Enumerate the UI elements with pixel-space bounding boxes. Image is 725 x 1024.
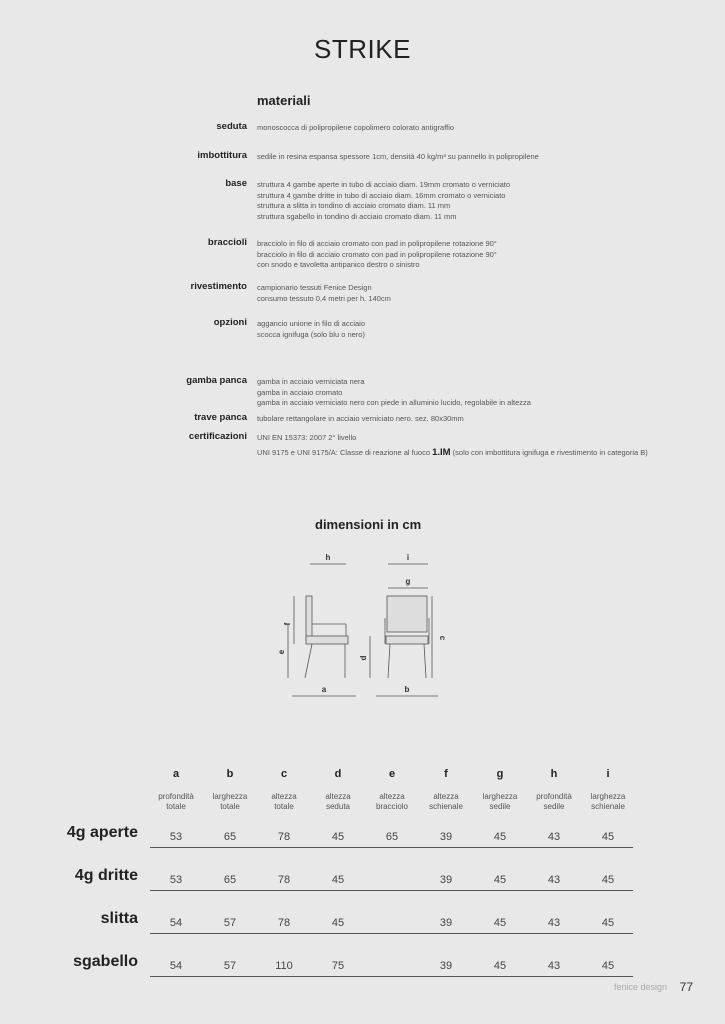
column-description-line: totale — [166, 802, 186, 811]
table-row-divider — [150, 976, 633, 977]
material-line: consumo tessuto 0,4 metri per h. 140cm — [257, 293, 391, 303]
table-cell: 57 — [223, 917, 237, 929]
material-line: scocca ignifuga (solo blu o nero) — [257, 329, 365, 339]
table-cell: 45 — [493, 831, 507, 843]
material-line: con snodo e tavoletta antipanico destro o sinistro — [257, 260, 420, 269]
column-description-line: totale — [274, 802, 294, 811]
cert-extra-before: UNI 9175 e UNI 9175/A: Classe di reazione al fuoco — [257, 448, 433, 457]
column-description-line: altezza — [271, 792, 297, 801]
column-description-line: profondità — [536, 792, 572, 801]
table-cell: 45 — [601, 917, 615, 929]
cert-extra-after: (solo con imbottitura ignifuga e rivestimento in categoria B) — [450, 448, 648, 457]
material-line: gamba in acciaio verniciata nera — [257, 377, 365, 386]
column-description-line: profondità — [158, 792, 194, 801]
column-description-line: sedile — [543, 802, 565, 811]
table-cell: 43 — [547, 960, 561, 972]
table-cell: 45 — [601, 831, 615, 843]
material-label: rivestimento — [190, 281, 247, 292]
table-cell: 45 — [331, 831, 345, 843]
column-header-f: f — [444, 768, 448, 780]
column-description-line: altezza — [325, 792, 351, 801]
table-cell: 43 — [547, 917, 561, 929]
material-label: braccioli — [207, 237, 247, 248]
material-label: imbottitura — [197, 150, 247, 161]
row-label: sgabello — [73, 953, 138, 970]
row-label: 4g aperte — [66, 824, 138, 841]
material-label: gamba panca — [186, 375, 247, 386]
column-description-line: totale — [220, 802, 240, 811]
column-description-line: schienale — [429, 802, 463, 811]
dim-label-i: i — [406, 553, 410, 562]
material-line: aggancio unione in filo di acciaio — [257, 319, 365, 328]
column-header-g: g — [496, 768, 504, 780]
column-description-line: altezza — [433, 792, 459, 801]
dim-label-f: f — [283, 622, 292, 626]
column-description-line: altezza — [379, 792, 405, 801]
table-row-divider — [150, 933, 633, 934]
materials-title: materiali — [257, 93, 311, 108]
column-header-h: h — [550, 768, 558, 780]
column-description-line: sedile — [489, 802, 511, 811]
table-cell: 39 — [439, 874, 453, 886]
footer-brand: fenice design — [613, 982, 667, 992]
column-header-e: e — [388, 768, 396, 780]
table-cell: 45 — [493, 960, 507, 972]
material-line: sedile in resina espansa spessore 1cm, densità 40 kg/m³ su pannello in polipropilene — [257, 152, 539, 161]
material-line: campionario tessuti Fenice Design — [257, 283, 372, 292]
column-description-line: larghezza — [212, 792, 248, 801]
column-header-a: a — [172, 768, 180, 780]
table-cell: 43 — [547, 831, 561, 843]
page-number: 77 — [679, 980, 693, 994]
table-cell: 65 — [223, 831, 237, 843]
material-label: seduta — [216, 121, 247, 132]
dim-label-c: c — [438, 635, 447, 641]
column-header-b: b — [226, 768, 234, 780]
dim-label-e: e — [277, 649, 286, 655]
dim-label-a: a — [321, 685, 327, 694]
column-description-i — [576, 792, 640, 812]
table-cell: 54 — [169, 960, 183, 972]
column-header-c: c — [280, 768, 288, 780]
table-cell: 53 — [169, 874, 183, 886]
table-cell: 43 — [547, 874, 561, 886]
material-line: struttura sgabello in tondino di acciaio cromato diam. 11 mm — [257, 211, 457, 221]
dimensions-title: dimensioni in cm — [315, 517, 422, 532]
material-line: bracciolo in filo di acciaio cromato con pad in polipropilene rotazione 90° — [257, 249, 497, 259]
material-line: tubolare rettangolare in acciaio verniciato nero. sez. 80x30mm — [257, 414, 464, 423]
dim-label-g: g — [405, 577, 411, 586]
table-cell: 45 — [601, 874, 615, 886]
column-header-i: i — [606, 768, 610, 780]
cert-extra-line — [257, 448, 648, 459]
column-description-line: larghezza — [590, 792, 626, 801]
material-line: struttura a slitta in tondino di acciaio cromato diam. 11 mm — [257, 201, 451, 210]
table-row-divider — [150, 847, 633, 848]
material-label: base — [225, 178, 247, 189]
column-description-line: seduta — [325, 802, 351, 811]
table-cell: 39 — [439, 917, 453, 929]
table-cell: 54 — [169, 917, 183, 929]
column-description-line: schienale — [591, 802, 625, 811]
page-title: STRIKE — [314, 34, 411, 64]
material-label: opzioni — [213, 317, 247, 328]
material-label: certificazioni — [188, 431, 247, 442]
material-label: trave panca — [194, 412, 247, 423]
table-cell: 39 — [439, 831, 453, 843]
dim-label-b: b — [404, 685, 410, 694]
table-cell: 45 — [331, 874, 345, 886]
table-cell: 45 — [493, 874, 507, 886]
table-cell: 65 — [223, 874, 237, 886]
table-cell: 110 — [275, 960, 293, 972]
table-cell: 45 — [601, 960, 615, 972]
table-cell: 57 — [223, 960, 237, 972]
row-label: 4g dritte — [74, 867, 138, 884]
material-line: struttura 4 gambe dritte in tubo di acciaio diam. 16mm cromato o verniciato — [257, 190, 506, 200]
table-cell: 78 — [277, 917, 291, 929]
chair-dimension-diagram — [270, 548, 460, 703]
table-cell: 45 — [493, 917, 507, 929]
table-cell: 75 — [331, 960, 345, 972]
table-row-divider — [150, 890, 633, 891]
material-line: UNI EN 15373: 2007 2° livello — [257, 433, 357, 442]
table-cell: 39 — [439, 960, 453, 972]
column-description-line: larghezza — [482, 792, 518, 801]
front-view-drawing — [385, 596, 429, 678]
column-description-line: bracciolo — [375, 802, 408, 811]
dim-label-d: d — [359, 655, 368, 661]
table-cell: 65 — [385, 831, 399, 843]
material-line: gamba in acciaio verniciato nero con piede in alluminio lucido, regolabile in altezza — [257, 398, 531, 407]
material-line: monoscocca di polipropilene copolimero colorato antigraffio — [257, 123, 455, 132]
material-line: gamba in acciaio cromato — [257, 387, 343, 397]
table-cell: 78 — [277, 874, 291, 886]
table-cell: 53 — [169, 831, 183, 843]
table-cell: 45 — [331, 917, 345, 929]
material-line: bracciolo in filo di acciaio cromato con pad in polipropilene rotazione 90° — [257, 239, 497, 248]
row-label: slitta — [100, 910, 138, 927]
dim-label-h: h — [325, 553, 331, 562]
fire-class-code: 1.IM — [432, 447, 451, 458]
side-view-drawing — [305, 596, 348, 678]
material-line: struttura 4 gambe aperte in tubo di acciaio diam. 19mm cromato o verniciato — [257, 180, 511, 189]
table-cell: 78 — [277, 831, 291, 843]
column-header-d: d — [334, 768, 342, 780]
